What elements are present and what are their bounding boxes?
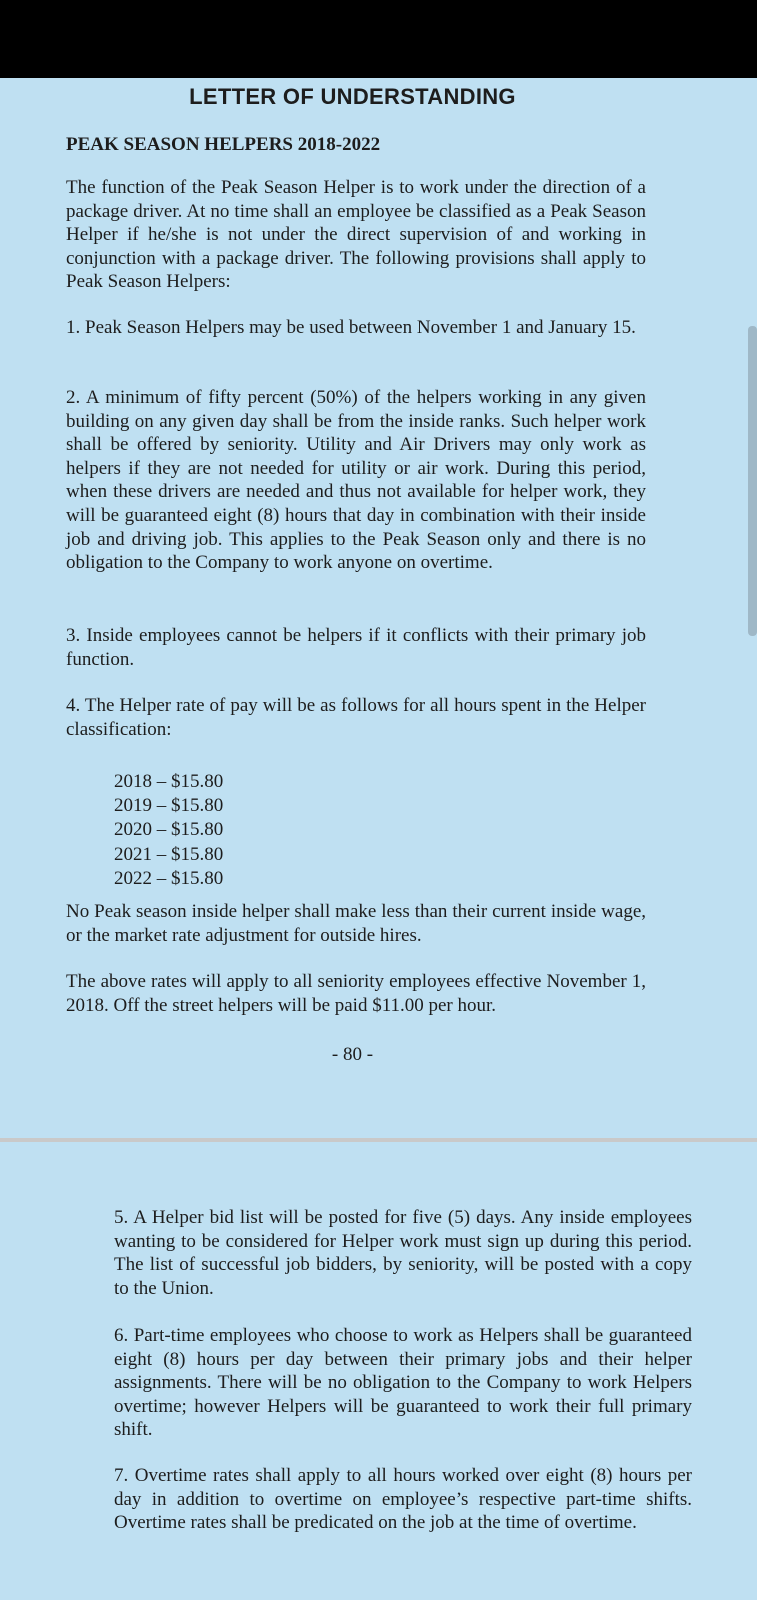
- provision-2: 2. A minimum of fifty percent (50%) of the helpers working in any given building on any given day shall be from the inside ranks. Such helper work shall be offered by seniority. Utility and Air Drivers may only work as helpers if they are not needed for utility or air work. During this period, when these drivers are needed and thus not available for helper work, they will be guaranteed eight (8) hours that day in combination with their inside job and driving job. This applies to the Peak Season only and there is no obligation to the Company to work anyone on overtime.: [66, 387, 646, 574]
- provision-5: 5. A Helper bid list will be posted for five (5) days. Any inside employees wanting to be considered for Helper work must sign up during this period. The list of successful job bidders, by seniority, will be posted with a copy to the Union.: [114, 1207, 692, 1299]
- intro-paragraph: The function of the Peak Season Helper is to work under the direction of a package driver. At no time shall an employee be classified as a Peak Season Helper if he/she is not under the direct supervision of and working in conjunction with a package driver. The following provisions shall apply to Peak Season Helpers:: [66, 177, 646, 293]
- provision-7: 7. Overtime rates shall apply to all hours worked over eight (8) hours per day in addition to overtime on employee’s respective part-time shifts. Overtime rates shall be predicated on the job at the time of overtime.: [114, 1465, 692, 1534]
- rate-item: 2021 – $15.80: [114, 843, 224, 865]
- rate-item: 2018 – $15.80: [114, 771, 224, 792]
- page-title: LETTER OF UNDERSTANDING: [189, 84, 516, 109]
- provision-6: 6. Part-time employees who choose to work as Helpers shall be guaranteed eight (8) hours per day between their primary jobs and their helper assignments. There will be no obligation to the Company to work Helpers overtime; however Helpers will be guaranteed to work their full primary shift.: [114, 1325, 692, 1441]
- scrollbar-thumb[interactable]: [748, 326, 757, 636]
- document-page-1: [0, 78, 757, 1138]
- rate-list: [114, 770, 223, 891]
- page-number: - 80 -: [331, 1044, 374, 1065]
- provision-1: 1. Peak Season Helpers may be used between November 1 and January 15.: [66, 317, 636, 338]
- rate-effective-note: The above rates will apply to all seniority employees effective November 1, 2018. Off the street helpers will be paid $11.00 per hour.: [66, 971, 646, 1016]
- rate-item: 2019 – $15.80: [114, 795, 224, 817]
- inside-wage-note: No Peak season inside helper shall make less than their current inside wage, or the market rate adjustment for outside hires.: [66, 901, 646, 946]
- top-bar: [0, 0, 757, 78]
- provision-4: 4. The Helper rate of pay will be as follows for all hours spent in the Helper classification:: [66, 695, 646, 740]
- rate-item: 2020 – $15.80: [114, 819, 224, 841]
- provision-3: 3. Inside employees cannot be helpers if it conflicts with their primary job function.: [66, 625, 646, 670]
- section-heading: PEAK SEASON HELPERS 2018-2022: [66, 134, 381, 155]
- rate-item: 2022 – $15.80: [114, 867, 224, 889]
- document-page-2: [0, 1142, 757, 1600]
